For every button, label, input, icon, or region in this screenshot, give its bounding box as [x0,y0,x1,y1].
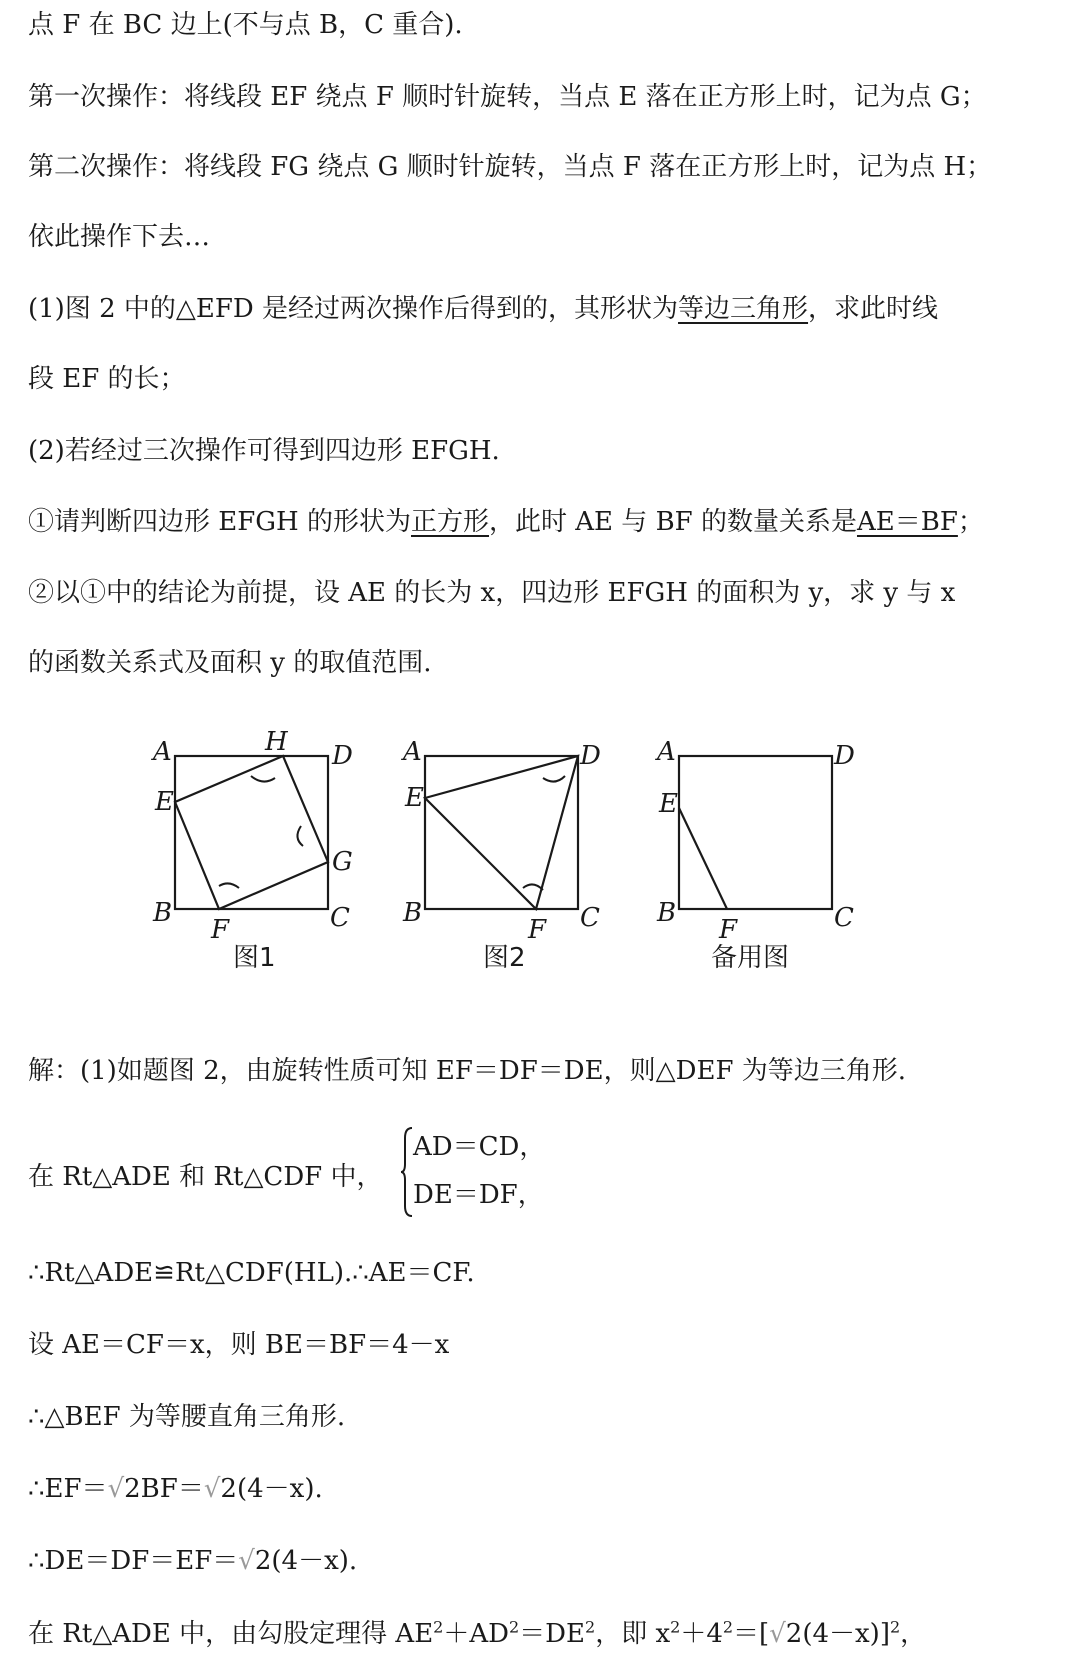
superscript: 2 [585,1617,596,1637]
fig2-triangle-efd [425,756,578,909]
solution-line-8 [28,1617,1060,1651]
figure-2 [425,756,578,909]
question-1-text-b: ，求此时线 [808,294,939,324]
fig1-quadrilateral-efgh [175,756,328,909]
problem-line-1: 点 F 在 BC 边上(不与点 B，C 重合). [28,10,463,40]
superscript: 2 [722,1617,734,1637]
fig2-label-a: A [403,737,422,767]
figure-1 [175,756,328,909]
sqrt-icon: √ [238,1546,255,1576]
superscript: 2 [433,1617,444,1637]
solution-line-3: ∴Rt△ADE≌Rt△CDF(HL).∴AE＝CF. [28,1258,475,1288]
solution-line-6-a: ∴EF＝ [28,1474,108,1504]
question-2-1-answer-relation: AE＝BF [856,507,958,537]
fig3-segment-ef [679,808,727,909]
solution-line-6-c: 2(4－x). [220,1474,323,1504]
question-2-1 [28,505,1060,539]
solution-line-7-a: ∴DE＝DF＝EF＝ [28,1546,239,1576]
fig1-label-f: F [211,915,230,945]
problem-line-2: 第一次操作：将线段 EF 绕点 F 顺时针旋转，当点 E 落在正方形上时，记为点 G； [28,82,987,112]
fig2-square [425,756,578,909]
sqrt-icon: √ [203,1474,221,1504]
solution-line-7-b: 2(4－x). [254,1546,358,1576]
fig1-label-d: D [332,741,353,771]
solution-line-1: 解：(1)如题图 2，由旋转性质可知 EF＝DF＝DE，则△DEF 为等边三角形. [28,1056,907,1086]
solution-equation-1: AD＝CD， [413,1132,546,1162]
fig1-label-g: G [332,847,353,877]
fig3-label-f: F [719,915,738,945]
problem-line-4: 依此操作下去… [28,222,211,252]
sqrt-icon: √ [107,1474,125,1504]
fig2-rotation-arrow-f [523,884,543,890]
solution-line-4: 设 AE＝CF＝x，则 BE＝BF＝4－x [28,1330,450,1360]
fig1-caption: 图1 [233,943,276,973]
brace-icon [400,1126,414,1218]
fig2-caption: 图2 [483,943,526,973]
fig3-square [679,756,832,909]
fig1-square [175,756,328,909]
problem-line-3: 第二次操作：将线段 FG 绕点 G 顺时针旋转，当点 F 落在正方形上时，记为点 H； [28,152,993,182]
superscript: 2 [889,1617,901,1637]
superscript: 2 [508,1617,520,1637]
solution-line-8-h: ， [900,1619,927,1649]
question-2-1-text-a: ①请判断四边形 EFGH 的形状为 [28,507,411,537]
solution-line-6 [28,1472,1060,1506]
figure-3 [679,756,832,909]
fig2-rotation-arrow-d [543,776,565,782]
fig2-label-c: C [580,903,600,933]
sqrt-icon: √ [769,1619,786,1649]
fig1-label-e: E [155,787,174,817]
fig1-label-h: H [265,727,288,757]
solution-line-6-b: 2BF＝ [124,1474,204,1504]
question-1-text-a: (1)图 2 中的△EFD 是经过两次操作后得到的，其形状为 [28,294,679,324]
solution-line-8-c: ＝DE [519,1619,585,1649]
figures-row [140,727,940,1038]
fig3-label-e: E [659,789,678,819]
fig1-rotation-arrow-h [251,776,275,782]
question-2-1-text-b: ，此时 AE 与 BF 的数量关系是 [489,507,857,537]
question-2-2: ②以①中的结论为前提，设 AE 的长为 x，四边形 EFGH 的面积为 y，求 y 与 x [28,578,956,608]
fig1-label-c: C [330,903,350,933]
fig2-label-d: D [580,741,601,771]
question-2: (2)若经过三次操作可得到四边形 EFGH. [28,436,500,466]
fig1-rotation-arrow-f [219,883,239,888]
fig3-label-c: C [834,903,854,933]
fig2-label-b: B [403,898,423,928]
solution-equation-2: DE＝DF， [413,1180,544,1210]
fig3-label-b: B [657,898,677,928]
fig1-label-a: A [153,737,172,767]
solution-line-8-b: ＋AD [443,1619,509,1649]
fig2-label-e: E [405,783,424,813]
question-2-1-text-c: ； [957,507,984,537]
figures-svg [140,727,940,1038]
fig3-caption: 备用图 [711,943,790,973]
fig2-label-f: F [528,915,547,945]
fig2-labels [401,737,601,973]
fig1-label-b: B [153,898,173,928]
question-2-1-answer-shape: 正方形 [411,507,490,537]
solution-line-8-a: 在 Rt△ADE 中，由勾股定理得 AE [28,1619,434,1649]
question-2-2-cont: 的函数关系式及面积 y 的取值范围. [28,648,432,678]
solution-line-8-g: 2(4－x)] [785,1619,890,1649]
solution-line-8-e: ＋4 [680,1619,723,1649]
question-1-cont: 段 EF 的长； [28,364,186,394]
question-1 [28,292,1060,326]
superscript: 2 [670,1617,681,1637]
solution-line-2-lead: 在 Rt△ADE 和 Rt△CDF 中， [28,1162,383,1192]
solution-line-8-d: ，即 x [595,1619,671,1649]
fig1-rotation-arrow-g [297,826,303,846]
fig3-labels [655,737,855,973]
solution-line-5: ∴△BEF 为等腰直角三角形. [28,1402,346,1432]
fig3-label-a: A [657,737,676,767]
solution-line-7 [28,1544,1060,1578]
question-1-answer-shape: 等边三角形 [678,294,809,324]
fig3-label-d: D [834,741,855,771]
solution-line-8-f: ＝[ [733,1619,770,1649]
